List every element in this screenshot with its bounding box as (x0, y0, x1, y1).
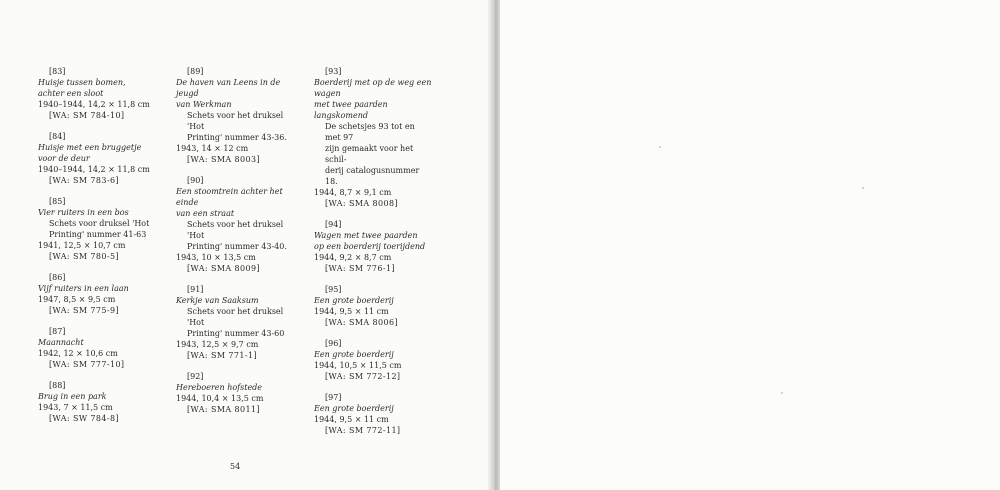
page-number: 54 (230, 462, 241, 471)
entry-title: Een grote boerderij (314, 350, 394, 359)
entry-catalog-reference: [WA: SMA 8003] (187, 155, 261, 164)
catalog-entry (38, 326, 156, 370)
right-page (500, 0, 1000, 490)
entry-catalog-reference: [WA: SW 784-8] (49, 414, 119, 423)
entry-number: [88] (49, 381, 66, 390)
catalog-entry (176, 66, 294, 165)
entry-title: Brug in een park (38, 392, 107, 401)
entry-date-dimensions: 1943, 7 × 11,5 cm (38, 403, 113, 412)
catalog-entry (176, 175, 294, 274)
entry-number: [89] (187, 67, 204, 76)
catalog-column-3 (314, 66, 432, 446)
entry-catalog-reference: [WA: SMA 8008] (325, 199, 399, 208)
entry-title: van Werkman (176, 100, 232, 109)
entry-number: [97] (325, 393, 342, 402)
catalog-column-1 (38, 66, 156, 434)
catalog-entry (38, 380, 156, 424)
entry-title: Vijf ruiters in een laan (38, 284, 129, 293)
entry-number: [90] (187, 176, 204, 185)
entry-number: [86] (49, 273, 66, 282)
catalog-entry (314, 284, 432, 328)
entry-catalog-reference: [WA: SM 771-1] (187, 351, 257, 360)
entry-date-dimensions: 1944, 8,7 × 9,1 cm (314, 188, 392, 197)
entry-catalog-reference: [WA: SM 775-9] (49, 306, 119, 315)
entry-title: achter een sloot (38, 89, 104, 98)
catalog-entry (314, 392, 432, 436)
catalog-entry (314, 66, 432, 209)
entry-date-dimensions: 1944, 10,4 × 13,5 cm (176, 394, 264, 403)
entry-note: derij catalogusnummer 18. (325, 166, 420, 186)
entry-note: zijn gemaakt voor het schil- (325, 144, 414, 164)
entry-title: Hereboeren hofstede (176, 383, 263, 392)
catalog-entry (38, 272, 156, 316)
paper-speck (781, 392, 783, 394)
entry-title: voor de deur (38, 154, 90, 163)
entry-catalog-reference: [WA: SMA 8009] (187, 264, 261, 273)
entry-number: [94] (325, 220, 342, 229)
entry-title: van een straat (176, 209, 235, 218)
catalog-entry (314, 338, 432, 382)
entry-date-dimensions: 1940–1944, 14,2 × 11,8 cm (38, 165, 150, 174)
catalog-entry (38, 131, 156, 186)
entry-number: [87] (49, 327, 66, 336)
catalog-entry (38, 196, 156, 262)
entry-title: Kerkje van Saaksum (176, 296, 259, 305)
entry-date-dimensions: 1940–1944, 14,2 × 11,8 cm (38, 100, 150, 109)
entry-title: Boerderij met op de weg een wagen (314, 78, 432, 98)
entry-note: Printing' nummer 43-40. (187, 242, 287, 251)
entry-note: Schets voor druksel 'Hot (49, 219, 150, 228)
entry-title: Vier ruiters in een bos (38, 208, 129, 217)
entry-title: Wagen met twee paarden (314, 231, 418, 240)
catalog-entry (176, 371, 294, 415)
entry-number: [91] (187, 285, 204, 294)
paper-speck (659, 146, 661, 148)
entry-catalog-reference: [WA: SM 784-10] (49, 111, 125, 120)
entry-title: Huisje tussen bomen, (38, 78, 126, 87)
entry-title: Een grote boerderij (314, 404, 394, 413)
entry-date-dimensions: 1944, 10,5 × 11,5 cm (314, 361, 402, 370)
entry-note: Schets voor het druksel 'Hot (187, 307, 284, 327)
catalog-entry (176, 284, 294, 361)
entry-catalog-reference: [WA: SM 780-5] (49, 252, 119, 261)
catalog-column-2 (176, 66, 294, 425)
entry-date-dimensions: 1944, 9,5 × 11 cm (314, 415, 389, 424)
entry-title: Maannacht (38, 338, 84, 347)
entry-date-dimensions: 1943, 10 × 13,5 cm (176, 253, 256, 262)
catalog-entry (314, 219, 432, 274)
entry-number: [83] (49, 67, 66, 76)
entry-note: Printing' nummer 41-63 (49, 230, 147, 239)
entry-title: met twee paarden langskomend (314, 100, 388, 120)
entry-note: Schets voor het druksel 'Hot (187, 220, 284, 240)
entry-catalog-reference: [WA: SM 772-11] (325, 426, 401, 435)
catalog-entry (38, 66, 156, 121)
entry-date-dimensions: 1943, 12,5 × 9,7 cm (176, 340, 259, 349)
entry-date-dimensions: 1943, 14 × 12 cm (176, 144, 249, 153)
entry-date-dimensions: 1941, 12,5 × 10,7 cm (38, 241, 126, 250)
entry-number: [84] (49, 132, 66, 141)
left-page (0, 0, 494, 490)
entry-catalog-reference: [WA: SM 776-1] (325, 264, 395, 273)
entry-date-dimensions: 1942, 12 × 10,6 cm (38, 349, 118, 358)
entry-title: De haven van Leens in de jeugd (176, 78, 281, 98)
entry-number: [96] (325, 339, 342, 348)
entry-date-dimensions: 1944, 9,5 × 11 cm (314, 307, 389, 316)
entry-title: Huisje met een bruggetje (38, 143, 142, 152)
entry-catalog-reference: [WA: SMA 8006] (325, 318, 399, 327)
entry-note: De schetsjes 93 tot en met 97 (325, 122, 415, 142)
entry-note: Printing' nummer 43-36. (187, 133, 287, 142)
entry-catalog-reference: [WA: SM 777-10] (49, 360, 125, 369)
entry-number: [93] (325, 67, 342, 76)
paper-speck (862, 187, 864, 189)
entry-number: [85] (49, 197, 66, 206)
entry-title: Een grote boerderij (314, 296, 394, 305)
entry-date-dimensions: 1947, 8,5 × 9,5 cm (38, 295, 116, 304)
entry-note: Printing' nummer 43-60 (187, 329, 285, 338)
entry-note: Schets voor het druksel 'Hot (187, 111, 284, 131)
entry-title: op een boerderij toerijdend (314, 242, 426, 251)
entry-catalog-reference: [WA: SMA 8011] (187, 405, 261, 414)
entry-catalog-reference: [WA: SM 772-12] (325, 372, 401, 381)
entry-number: [92] (187, 372, 204, 381)
entry-date-dimensions: 1944, 9,2 × 8,7 cm (314, 253, 392, 262)
entry-number: [95] (325, 285, 342, 294)
entry-title: Een stoomtrein achter het einde (176, 187, 283, 207)
entry-catalog-reference: [WA: SM 783-6] (49, 176, 119, 185)
